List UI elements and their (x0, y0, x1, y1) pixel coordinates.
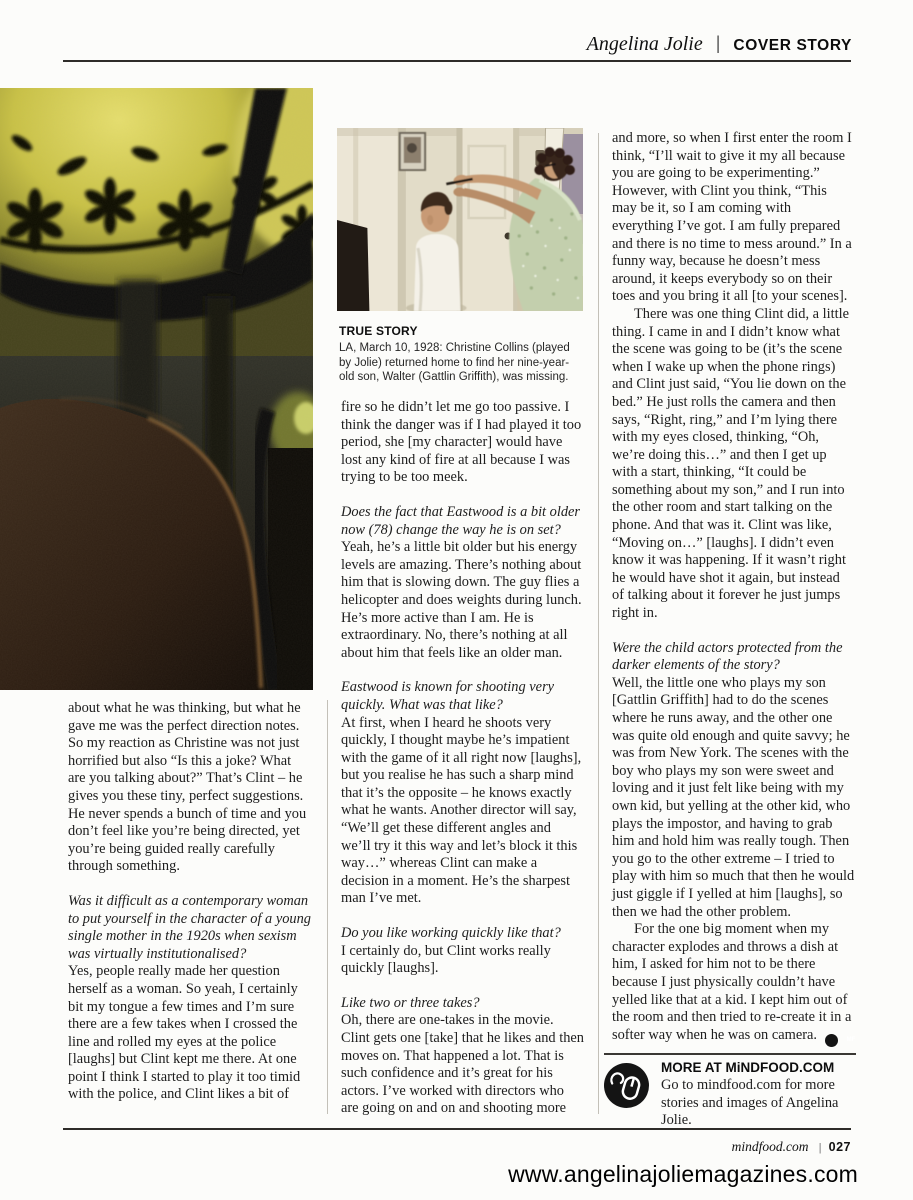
interview-answer: Yeah, he’s a little bit older but his energy levels are amazing. There’s nothing about him that is slowing down. The guy flies a helicopter and does weights during lunch. He’s more active than I am. He is extraordinary. No, there’s nothing at all about him that feels like an older man. (341, 539, 582, 661)
caption-title: TRUE STORY (339, 324, 418, 338)
column-divider (327, 700, 328, 1114)
footer-meta (732, 1139, 851, 1155)
interview-answer: about what he was thinking, but what he gave me was the perfect direction notes. So my reaction as Christine was not just horrified but also “Is this a joke? What are you talking about?” That’s Clint – he gives you these tiny, perfect suggestions. He never spends a bunch of time and you don’t feel like you’re being directed, yet you’re being guided really carefully through something. (68, 700, 307, 875)
interview-answer: Well, the little one who plays my son [Gattlin Griffith] had to do the scenes where he runs away, and the other one was quite old enough and quite savvy; he was from New York. The scenes with the boy who plays my son were sweet and loving and it just felt like being with my own kid, but yelling at the other kid, who plays the impostor, and having to grab him and hold him was really tough. Then you go to the other extreme – I tried to play with him so much that then he would just giggle if I yelled at him [laughs], so then we had the other problem. (612, 674, 855, 920)
header-separator: | (715, 33, 721, 53)
interview-question: Eastwood is known for shooting very quickly. What was that like? (341, 679, 555, 713)
interview-answer: Yes, people really made her question herself as a woman. So yeah, I certainly bit my tongue a few times and I’m sure there are a few takes when I crossed the line and rolled my eyes at the police [laughs] but Clint kept me there. At one point I think I started to play it too timid with the police, and Clint likes a bit of (68, 963, 301, 1103)
header-author: Angelina Jolie (586, 33, 703, 55)
promo-section (604, 1060, 858, 1130)
interview-answer: I certainly do, but Clint works really quickly [laughs]. (341, 942, 551, 977)
article-column-left (68, 700, 311, 1104)
promo-rule (604, 1053, 856, 1055)
interview-question: Do you like working quickly like that? (341, 925, 561, 942)
lamp-photo (0, 88, 313, 690)
footer-separator: | (818, 1140, 822, 1154)
watermark-url: www.angelinajoliemagazines.com (508, 1161, 858, 1187)
interview-answer: There was one thing Clint did, a little thing. I came in and I didn’t know what the scene was going to be (it’s the scene when I wake up when the phone rings) and Clint just said, “You lie down on the bed.” He just rolls the camera and then says, “Right, ring,” and I’m lying there with my eyes closed, thinking, “Oh, we’re doing this…” and then I get up with a start, thinking, “It could be something about my son,” and I run into the other room and start talking on the phone. And that was it. Clint was like, “Moving on…” [laughs]. I didn’t even know it was happening. If it wasn’t right he would have shot it again, but instead of talking about it forever he just jumps right in. (612, 305, 850, 622)
footer-site: mindfood.com (731, 1139, 809, 1154)
promo-title: MORE AT MiNDFOOD.COM (661, 1060, 835, 1075)
interview-question: Does the fact that Eastwood is a bit older now (78) change the way he is on set? (341, 503, 581, 538)
promo-body: Go to mindfood.com for more stories and images of Angelina Jolie. (661, 1077, 839, 1129)
interview-question: Was it difficult as a contemporary woman to put yourself in the character of a young single mother in the 1920s when sexism was virtually institutionalised? (68, 892, 312, 962)
header-section-label: COVER STORY (733, 37, 852, 54)
mouse-icon (604, 1063, 649, 1108)
page-header (587, 33, 852, 56)
interview-answer: Oh, there are one-takes in the movie. Clint gets one [take] that he likes and then moves on. That happened a lot. That is such confidence and it’s great for his actors. I’ve worked with directors who are going on and on and shooting more (341, 1012, 584, 1117)
interview-answer: and more, so when I first enter the room I think, “I’ll wait to give it my all because you are going to be experimenting.” However, with Clint you think, “This may be it, so I am coming with everything I’ve got. I am fully prepared and there is no time to mess around.” In a funny way, because he doesn’t mess around, it keeps everybody so on their toes and you bring it all [to your scenes]. (612, 130, 852, 305)
interview-question: Were the child actors protected from the darker elements of the story? (612, 639, 843, 674)
interview-question: Like two or three takes? (341, 994, 480, 1011)
interview-answer: At first, when I heard he shoots very quickly, I thought maybe he’s impatient with the game of it all right now [laughs], but you realise he has such a sharp mind that it’s the opposite – he knows exactly what he wants. Another director will say, “We’ll get these different angles and we’ll try it this way and let’s block it this way…” whereas Clint can make a decision in a moment. He’s the sharpest man I’ve met. (341, 714, 582, 907)
interview-answer: For the one big moment when my character explodes and throws a dish at him, I asked for him not to be there because I just physically couldn’t have yelled like that at a kid. I kept him out of the room and then tried to re-create it in a softer way when he was on camera. MF (612, 921, 855, 1045)
article-column-right (612, 130, 855, 1045)
changeling-still-photo (337, 128, 583, 311)
column-divider (598, 133, 599, 1114)
header-rule (63, 60, 851, 62)
article-column-middle (341, 399, 584, 1118)
interview-answer: fire so he didn’t let me go too passive. I think the danger was if I had played it too period, she [my character] would have lost any kind of fire at all because I was trying to be too meek. (341, 399, 582, 486)
footer-page-number: 027 (828, 1140, 851, 1154)
mf-logo-badge: MF (825, 1034, 838, 1047)
caption-body: LA, March 10, 1928: Christine Collins (played by Jolie) returned home to find her nine-year-old son, Walter (Gattlin Griffith), was missing. (339, 342, 570, 384)
photo-caption (339, 324, 583, 385)
footer-rule (63, 1128, 851, 1130)
